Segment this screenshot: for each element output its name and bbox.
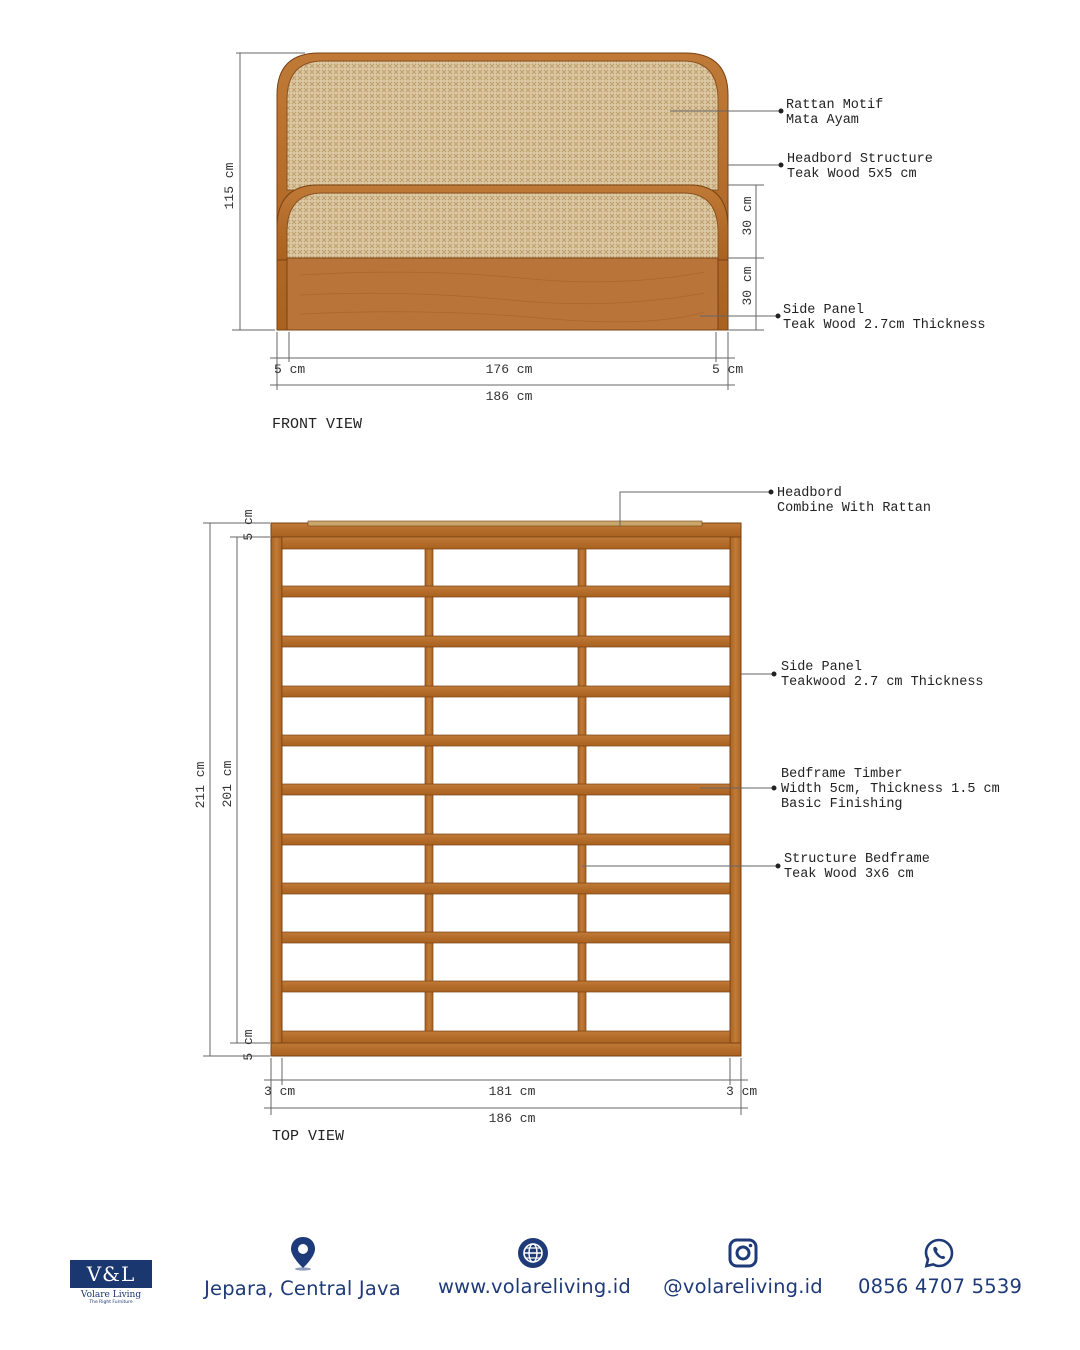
bedframe-slat bbox=[282, 1031, 730, 1043]
instagram-item[interactable] bbox=[658, 1235, 828, 1298]
bedframe-slat bbox=[282, 586, 730, 597]
front-view-title: FRONT VIEW bbox=[272, 416, 363, 433]
phone-number[interactable]: 0856 4707 5539 bbox=[858, 1275, 1023, 1298]
label-rattan-motif-2: Mata Ayam bbox=[786, 113, 859, 128]
instagram-icon bbox=[727, 1237, 759, 1269]
side-rail-right bbox=[730, 537, 741, 1043]
brand-name: Volare Living bbox=[80, 1290, 142, 1300]
rattan-upper-panel bbox=[287, 61, 718, 190]
bedframe-slat bbox=[282, 537, 730, 549]
dim-lower-panel: 30 cm bbox=[740, 266, 755, 306]
dim-top-frame: 5 cm bbox=[241, 509, 256, 541]
bedframe-slat bbox=[282, 735, 730, 746]
top-view bbox=[193, 486, 1000, 1145]
bedframe-slat bbox=[282, 883, 730, 894]
bedframe-slat bbox=[282, 636, 730, 647]
website-item[interactable] bbox=[438, 1235, 632, 1298]
location-text: Jepara, Central Java bbox=[204, 1277, 401, 1300]
dim-bottom-frame: 5 cm bbox=[241, 1029, 256, 1061]
label-headbord-structure-2: Teak Wood 5x5 cm bbox=[787, 167, 917, 182]
dim-length-total: 211 cm bbox=[193, 761, 208, 809]
label-headbord-structure-1: Headbord Structure bbox=[787, 152, 933, 167]
location-item bbox=[200, 1235, 405, 1300]
dim-top-left-side: 3 cm bbox=[264, 1084, 296, 1099]
dim-inner-width: 176 cm bbox=[485, 362, 533, 377]
label-headbord-2: Combine With Rattan bbox=[777, 501, 931, 516]
label-side-panel-1: Side Panel bbox=[783, 303, 865, 318]
instagram-handle[interactable]: @volareliving.id bbox=[663, 1275, 823, 1298]
label-side-panel-2: Teak Wood 2.7cm Thickness bbox=[783, 318, 986, 333]
contact-footer bbox=[0, 1235, 1080, 1335]
phone-item[interactable] bbox=[858, 1235, 1023, 1298]
label-structure-bedframe-1: Structure Bedframe bbox=[784, 852, 930, 867]
logo-mark: V&L bbox=[70, 1260, 152, 1288]
bedframe-slat bbox=[282, 981, 730, 992]
brand-logo bbox=[70, 1260, 152, 1305]
brand-tagline: The Right Furniture bbox=[89, 1300, 133, 1305]
label-bedframe-timber-1: Bedframe Timber bbox=[781, 767, 903, 782]
footboard bbox=[271, 1043, 741, 1056]
dim-top-inner-width: 181 cm bbox=[488, 1084, 536, 1099]
dim-height-total: 115 cm bbox=[222, 162, 237, 210]
label-bedframe-timber-2: Width 5cm, Thickness 1.5 cm bbox=[781, 782, 1000, 797]
bedframe-slat bbox=[282, 686, 730, 697]
rattan-lower-panel bbox=[287, 193, 718, 258]
dim-top-right-side: 3 cm bbox=[726, 1084, 758, 1099]
dim-upper-panel: 30 cm bbox=[740, 196, 755, 236]
location-pin-icon bbox=[288, 1235, 318, 1271]
dim-right-side: 5 cm bbox=[712, 362, 744, 377]
bedframe-slat bbox=[282, 784, 730, 795]
top-view-title: TOP VIEW bbox=[272, 1128, 345, 1145]
label-headbord-1: Headbord bbox=[777, 486, 842, 501]
side-rail-left bbox=[271, 537, 282, 1043]
label-bedframe-timber-3: Basic Finishing bbox=[781, 797, 903, 812]
dim-total-width: 186 cm bbox=[485, 389, 533, 404]
dim-top-total-width: 186 cm bbox=[488, 1111, 536, 1126]
label-top-side-panel-1: Side Panel bbox=[781, 660, 863, 675]
whatsapp-icon bbox=[923, 1237, 955, 1269]
side-panel-wood bbox=[287, 258, 718, 330]
label-top-side-panel-2: Teakwood 2.7 cm Thickness bbox=[781, 675, 984, 690]
bedframe-slat bbox=[282, 932, 730, 943]
front-view bbox=[222, 53, 986, 433]
globe-icon bbox=[517, 1237, 549, 1269]
label-rattan-motif-1: Rattan Motif bbox=[786, 98, 884, 113]
label-structure-bedframe-2: Teak Wood 3x6 cm bbox=[784, 867, 914, 882]
bedframe-slats bbox=[282, 537, 730, 1043]
website-link[interactable]: www.volareliving.id bbox=[438, 1275, 632, 1298]
bedframe-slat bbox=[282, 834, 730, 845]
dim-length-inner: 201 cm bbox=[220, 760, 235, 808]
dim-left-side: 5 cm bbox=[274, 362, 306, 377]
